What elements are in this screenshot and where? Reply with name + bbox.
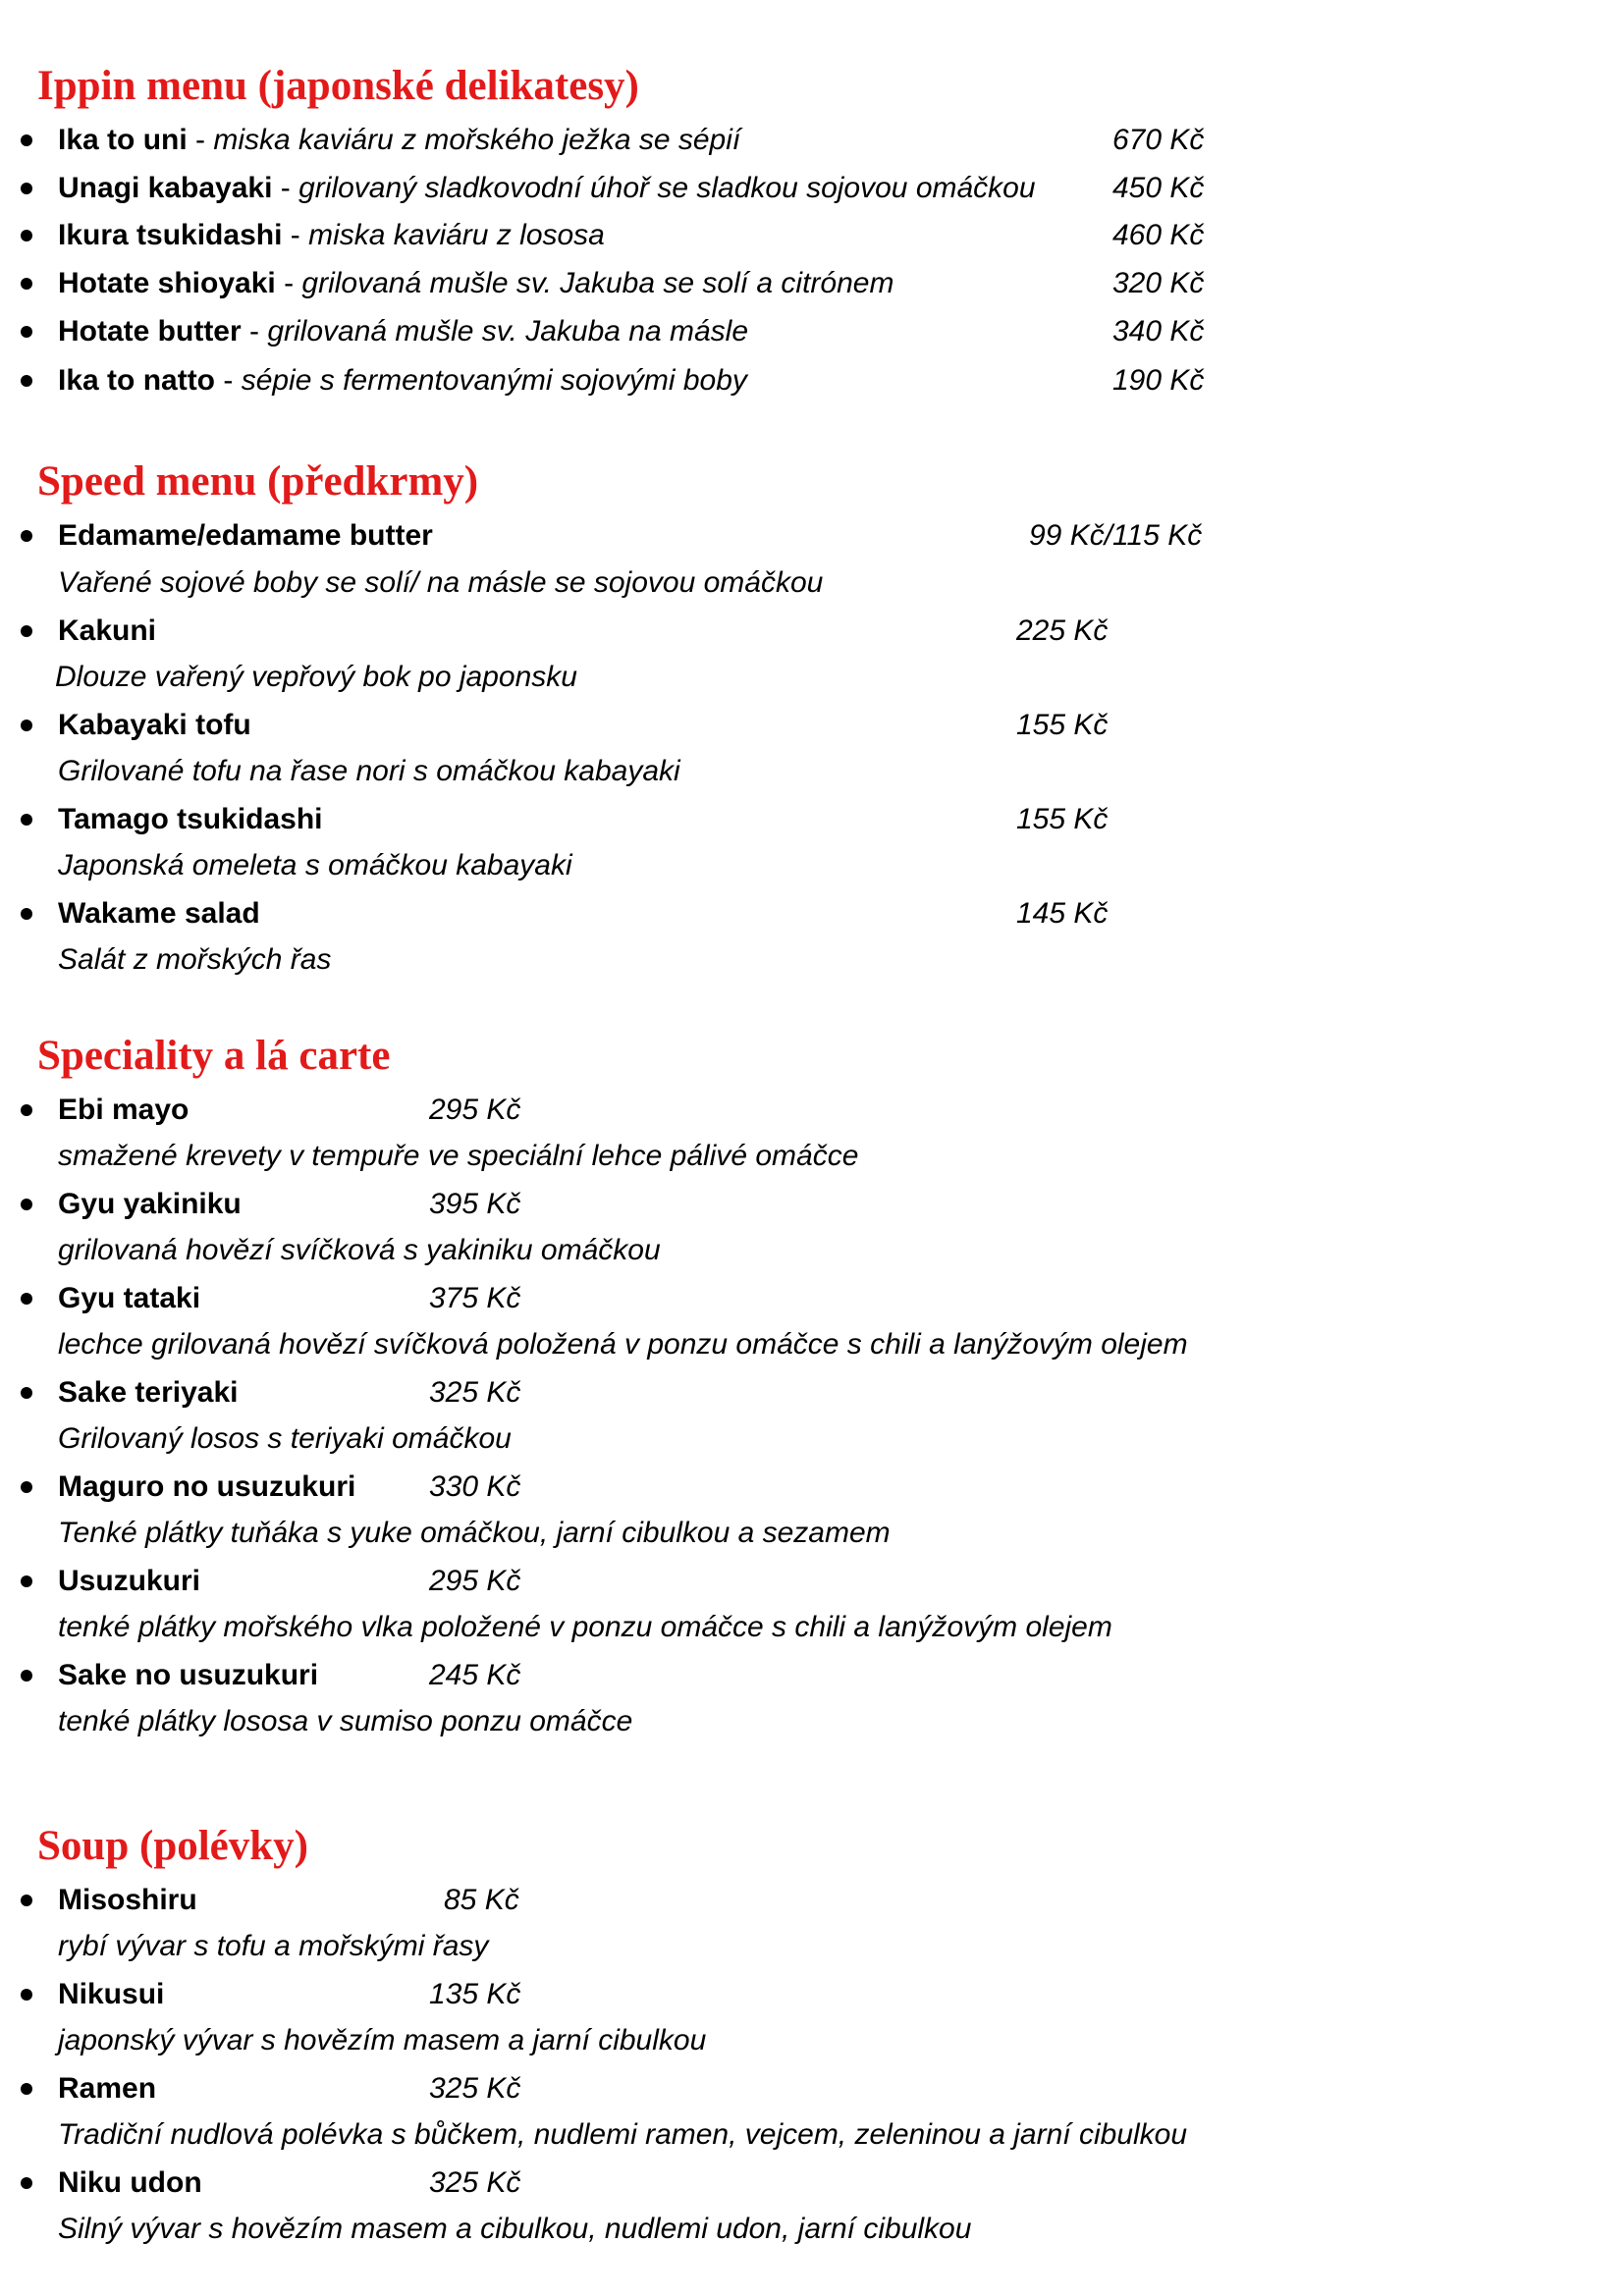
item-name: Ikura tsukidashi [58,219,283,251]
item-name: Hotate butter [58,315,242,347]
bullet-icon [21,1387,32,1399]
menu-item [0,1087,1624,1134]
menu-item [0,890,1624,937]
item-name: Kabayaki tofu [58,709,251,741]
menu-item [0,1275,1624,1322]
bullet-icon [21,1670,32,1682]
menu-item [0,1181,1624,1228]
item-name: Misoshiru [58,1884,197,1916]
bullet-icon [21,1481,32,1493]
item-price: 330 Kč [429,1470,521,1503]
item-price: 155 Kč [1016,803,1109,835]
bullet-icon [21,1199,32,1210]
bullet-icon [21,230,32,241]
bullet-icon [21,814,32,826]
menu-item [0,512,1624,560]
item-name: Wakame salad [58,897,260,930]
item-price: 325 Kč [429,2166,521,2199]
item-separator: - [215,364,242,397]
menu-item [0,1369,1624,1416]
item-price: 375 Kč [429,1282,521,1314]
item-description: Tenké plátky tuňáka s yuke omáčkou, jarní cibulkou a sezamem [58,1517,891,1549]
bullet-icon [21,1575,32,1587]
section-title-ippin: Ippin menu (japonské delikatesy) [37,63,639,109]
item-description: Silný vývar s hovězím masem a cibulkou, nudlemi udon, jarní cibulkou [58,2213,972,2245]
item-separator: - [272,172,299,204]
item-description: grilovaná hovězí svíčková s yakiniku omáčkou [58,1234,661,1266]
bullet-icon [21,1104,32,1116]
item-separator: - [282,219,309,251]
item-name: Maguro no usuzukuri [58,1470,356,1503]
item-price: 325 Kč [429,1376,521,1409]
item-separator: - [241,315,268,347]
item-name: Ika to natto [58,364,216,397]
item-price: 320 Kč [1112,267,1205,299]
bullet-icon [21,1293,32,1305]
bullet-icon [21,183,32,194]
item-name: Niku udon [58,2166,202,2199]
item-description: grilovaná mušle sv. Jakuba se solí a citrónem [301,267,894,299]
item-price: 85 Kč [444,1884,519,1916]
bullet-icon [21,375,32,387]
item-description: tenké plátky mořského vlka položené v ponzu omáčce s chili a lanýžovým olejem [58,1611,1112,1643]
bullet-icon [21,625,32,637]
bullet-icon [21,530,32,542]
item-name: Kakuni [58,614,157,647]
item-description: miska kaviáru z lososa [308,219,605,251]
item-description: Grilovaný losos s teriyaki omáčkou [58,1422,512,1455]
item-separator: - [187,124,214,156]
menu-item [0,2065,1624,2112]
section-title-speed: Speed menu (předkrmy) [37,458,479,505]
item-separator: - [275,267,302,299]
item-description: Dlouze vařený vepřový bok po japonsku [55,661,577,693]
item-price: 295 Kč [429,1565,521,1597]
item-price: 340 Kč [1112,315,1205,347]
item-price: 225 Kč [1016,614,1109,647]
menu-item [0,165,1624,212]
bullet-icon [21,720,32,731]
menu-item [0,1652,1624,1699]
item-description: rybí vývar s tofu a mořskými řasy [58,1930,489,1962]
item-price: 135 Kč [429,1978,521,2010]
item-description: tenké plátky lososa v sumiso ponzu omáčce [58,1705,633,1737]
bullet-icon [21,1989,32,2001]
item-description: sépie s fermentovanými sojovými boby [241,364,747,397]
item-price: 325 Kč [429,2072,521,2105]
item-name: Hotate shioyaki [58,267,276,299]
menu-item [0,308,1624,355]
menu-item [0,117,1624,164]
menu-item [0,260,1624,307]
item-description: lechce grilovaná hovězí svíčková položená v ponzu omáčce s chili a lanýžovým olejem [58,1328,1188,1361]
menu-item [0,608,1624,655]
section-title-soup: Soup (polévky) [37,1823,308,1869]
item-name: Ebi mayo [58,1094,189,1126]
item-price: 295 Kč [429,1094,521,1126]
item-description: Salát z mořských řas [58,943,332,976]
menu-item [0,1971,1624,2018]
bullet-icon [21,2177,32,2189]
item-price: 245 Kč [429,1659,521,1691]
menu-item [0,1558,1624,1605]
bullet-icon [21,278,32,290]
item-price: 145 Kč [1016,897,1109,930]
menu-item [0,1877,1624,1924]
item-name: Sake teriyaki [58,1376,239,1409]
item-price: 155 Kč [1016,709,1109,741]
bullet-icon [21,326,32,338]
item-name: Gyu tataki [58,1282,201,1314]
item-name: Gyu yakiniku [58,1188,242,1220]
item-price: 190 Kč [1112,364,1205,397]
item-description: Japonská omeleta s omáčkou kabayaki [58,849,572,881]
item-description: grilovaná mušle sv. Jakuba na másle [267,315,749,347]
item-name: Tamago tsukidashi [58,803,323,835]
bullet-icon [21,2083,32,2095]
bullet-icon [21,1895,32,1906]
section-title-speciality: Speciality a lá carte [37,1033,391,1079]
item-price: 99 Kč/115 Kč [1029,519,1203,552]
bullet-icon [21,908,32,920]
item-description: grilovaný sladkovodní úhoř se sladkou sojovou omáčkou [298,172,1036,204]
item-description: Vařené sojové boby se solí/ na másle se sojovou omáčkou [58,566,824,599]
bullet-icon [21,134,32,146]
item-name: Unagi kabayaki [58,172,273,204]
item-description: japonský vývar s hovězím masem a jarní cibulkou [58,2024,707,2056]
menu-item [0,796,1624,843]
menu-item [0,1464,1624,1511]
item-description: Grilované tofu na řase nori s omáčkou kabayaki [58,755,680,787]
item-description: Tradiční nudlová polévka s bůčkem, nudlemi ramen, vejcem, zeleninou a jarní cibulkou [58,2118,1188,2151]
item-name: Usuzukuri [58,1565,201,1597]
item-price: 670 Kč [1112,124,1205,156]
item-price: 395 Kč [429,1188,521,1220]
item-name: Sake no usuzukuri [58,1659,319,1691]
item-price: 450 Kč [1112,172,1205,204]
item-description: miska kaviáru z mořského ježka se sépií [213,124,741,156]
menu-item [0,357,1624,404]
item-name: Edamame/edamame butter [58,519,433,552]
item-description: smažené krevety v tempuře ve speciální lehce pálivé omáčce [58,1140,859,1172]
menu-item [0,2160,1624,2207]
item-name: Ika to uni [58,124,188,156]
menu-item [0,702,1624,749]
item-price: 460 Kč [1112,219,1205,251]
item-name: Nikusui [58,1978,165,2010]
item-name: Ramen [58,2072,157,2105]
menu-item [0,212,1624,259]
